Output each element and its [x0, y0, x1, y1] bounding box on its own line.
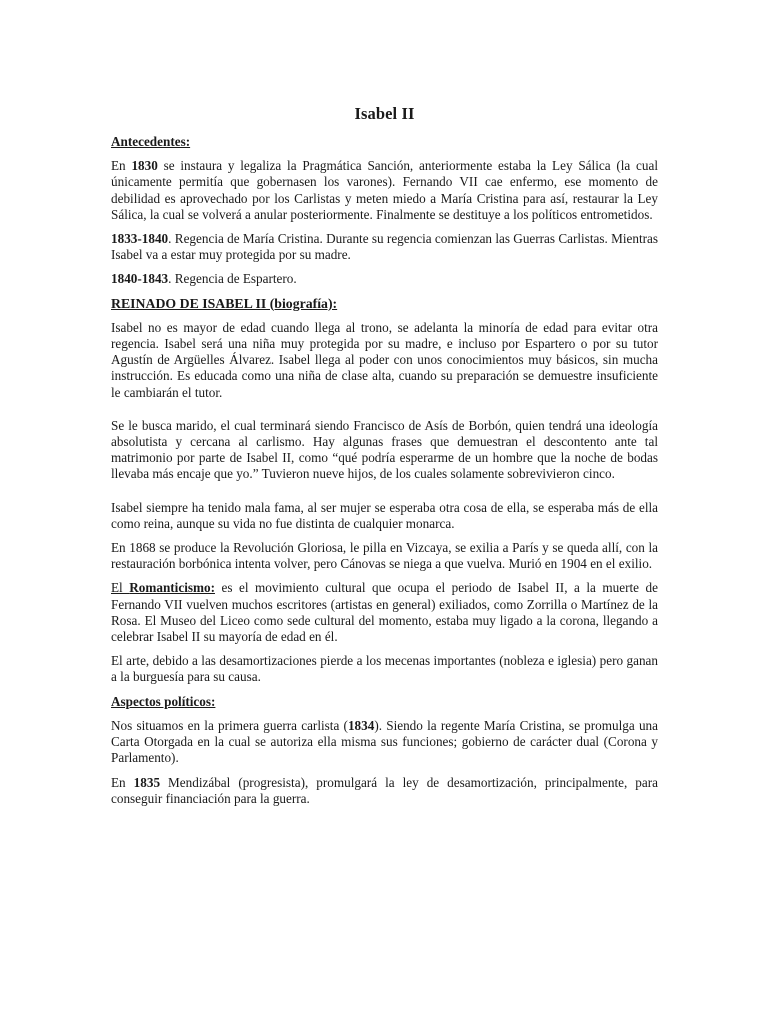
paragraph-text: Mendizábal (progresista), promulgará la ley de desamortización, principalmente, para conseguir financiación para la guerra.	[111, 774, 658, 806]
paragraph-antecedentes-3	[111, 271, 658, 287]
term-romanticismo: Romanticismo:	[129, 580, 215, 596]
paragraph-text: En	[111, 158, 132, 174]
section-heading-politicos: Aspectos políticos:	[111, 693, 216, 709]
paragraph-politicos-2	[111, 775, 658, 807]
paragraph-text: En	[111, 774, 134, 790]
document-title: Isabel II	[354, 104, 415, 123]
section-heading-reinado: REINADO DE ISABEL II (biografía):	[111, 295, 338, 311]
year-1830: 1830	[131, 158, 158, 174]
paragraph-text: Nos situamos en la primera guerra carlista (	[111, 717, 348, 733]
paragraph-text: ). Siendo la regente María Cristina, se promulga una Carta Otorgada en la cual se autoriza ella misma sus funciones; gobierno de carácter dual (Corona y Parlamento).	[111, 717, 658, 766]
year-1834: 1834	[347, 717, 375, 733]
paragraph-text: se instaura y legaliza la Pragmática Sanción, anteriormente estaba la Ley Sálica (la cual únicamente permitía que gobernasen los varones). Fernando VII cae enfermo, ese momento de debilidad es aprovechado por los Carlistas y meten miedo a María Cristina para así, restaurar la Ley Sálica, la cual se volverá a anular posteriormente. Finalmente se destituye a los políticos entrometidos.	[111, 158, 658, 222]
paragraph-text: . Regencia de Espartero.	[168, 271, 297, 287]
paragraph-arte: El arte, debido a las desamortizaciones pierde a los mecenas importantes (nobleza e iglesia) pero ganan a la burguesía para su causa.	[111, 653, 658, 685]
paragraph-reinado-3: Isabel siempre ha tenido mala fama, al ser mujer se esperaba otra cosa de ella, se esperaba más de ella como reina, aunque su vida no fue distinta de cualquier monarca.	[111, 499, 658, 531]
paragraph-reinado-1: Isabel no es mayor de edad cuando llega al trono, se adelanta la minoría de edad para evitar otra regencia. Isabel será una niña muy protegida por su madre, e incluso por Espartero o por su tutor Agustín de Argüelles Álvarez. Isabel llega al poder con unos conocimientos muy básicos, sin mucha instrucción. Es educada como una niña de clase alta, cuando su preparación se demuestre insuficiente le cambiarán el tutor.	[111, 319, 658, 400]
paragraph-reinado-4: En 1868 se produce la Revolución Gloriosa, le pilla en Vizcaya, se exilia a París y se queda allí, con la restauración borbónica intenta volver, pero Cánovas se niega a que vuelva. Murió en 1904 en el exilio.	[111, 540, 658, 572]
paragraph-antecedentes-2	[111, 231, 658, 263]
section-heading-antecedentes: Antecedentes:	[111, 134, 191, 149]
paragraph-reinado-2: Se le busca marido, el cual terminará siendo Francisco de Asís de Borbón, quien tendrá una ideología absolutista y cercana al carlismo. Hay algunas frases que demuestran el descontento ante tal matrimonio por parte de Isabel II, como “qué podría esperarme de un hombre que la noche de bodas llevaba más encaje que yo.” Tuvieron nueve hijos, de los cuales solamente sobrevivieron cinco.	[111, 417, 658, 482]
years-1840-1843: 1840-1843	[111, 271, 169, 287]
paragraph-text: . Regencia de María Cristina. Durante su regencia comienzan las Guerras Carlistas. Mientras Isabel va a estar muy protegida por su madre.	[111, 231, 658, 263]
paragraph-politicos-1	[111, 718, 658, 767]
paragraph-text: es el movimiento cultural que ocupa el periodo de Isabel II, a la muerte de Fernando VII vuelven muchos escritores (artistas en general) exiliados, como Zorrilla o Martínez de la Rosa. El Museo del Liceo como sede cultural del momento, estaba muy ligado a la corona, llegando a celebrar Isabel II su mayoría de edad en él.	[111, 580, 658, 645]
year-1835: 1835	[133, 774, 161, 790]
paragraph-text: El	[111, 580, 130, 596]
paragraph-antecedentes-1	[111, 158, 658, 223]
paragraph-romanticismo	[111, 580, 658, 645]
years-1833-1840: 1833-1840	[111, 231, 169, 247]
